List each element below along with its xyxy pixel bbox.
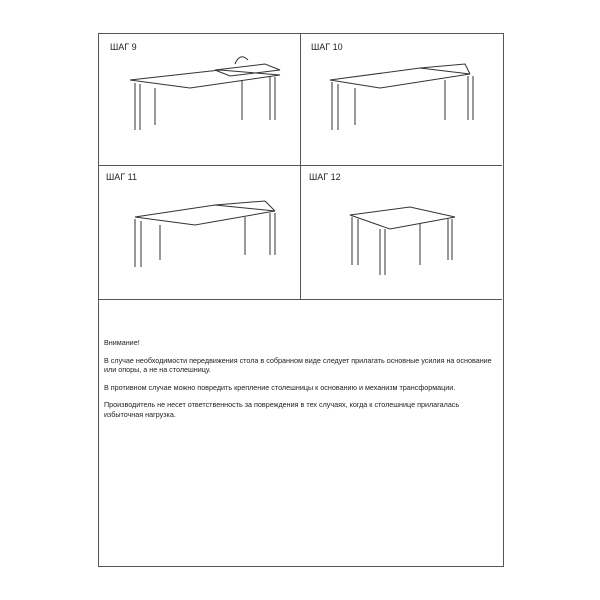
step-10-label: ШАГ 10 <box>311 42 343 52</box>
step-9-drawing <box>120 50 290 150</box>
notice-p1: В случае необходимости передвижения стола в собранном виде следует прилагать основные усилия на основание или опоры, а не на столешницу. <box>104 355 492 374</box>
notice-text <box>104 338 494 427</box>
divider-h2 <box>98 299 502 300</box>
step-11-drawing <box>125 185 295 285</box>
notice-p2: В противном случае можно повредить крепление столешницы к основанию и механизм трансформации. <box>104 382 456 392</box>
notice-title: Внимание! <box>104 338 140 347</box>
divider-h1 <box>98 165 502 166</box>
step-11-label: ШАГ 11 <box>106 172 137 182</box>
divider-v <box>300 33 301 299</box>
step-12-drawing <box>340 195 470 285</box>
notice-p3: Производитель не несет ответственность за повреждения в тех случаях, когда к столешнице прилагалась избыточная нагрузка. <box>104 400 460 419</box>
step-10-drawing <box>320 50 490 150</box>
step-12-label: ШАГ 12 <box>309 172 341 182</box>
step-9-label: ШАГ 9 <box>110 42 137 52</box>
